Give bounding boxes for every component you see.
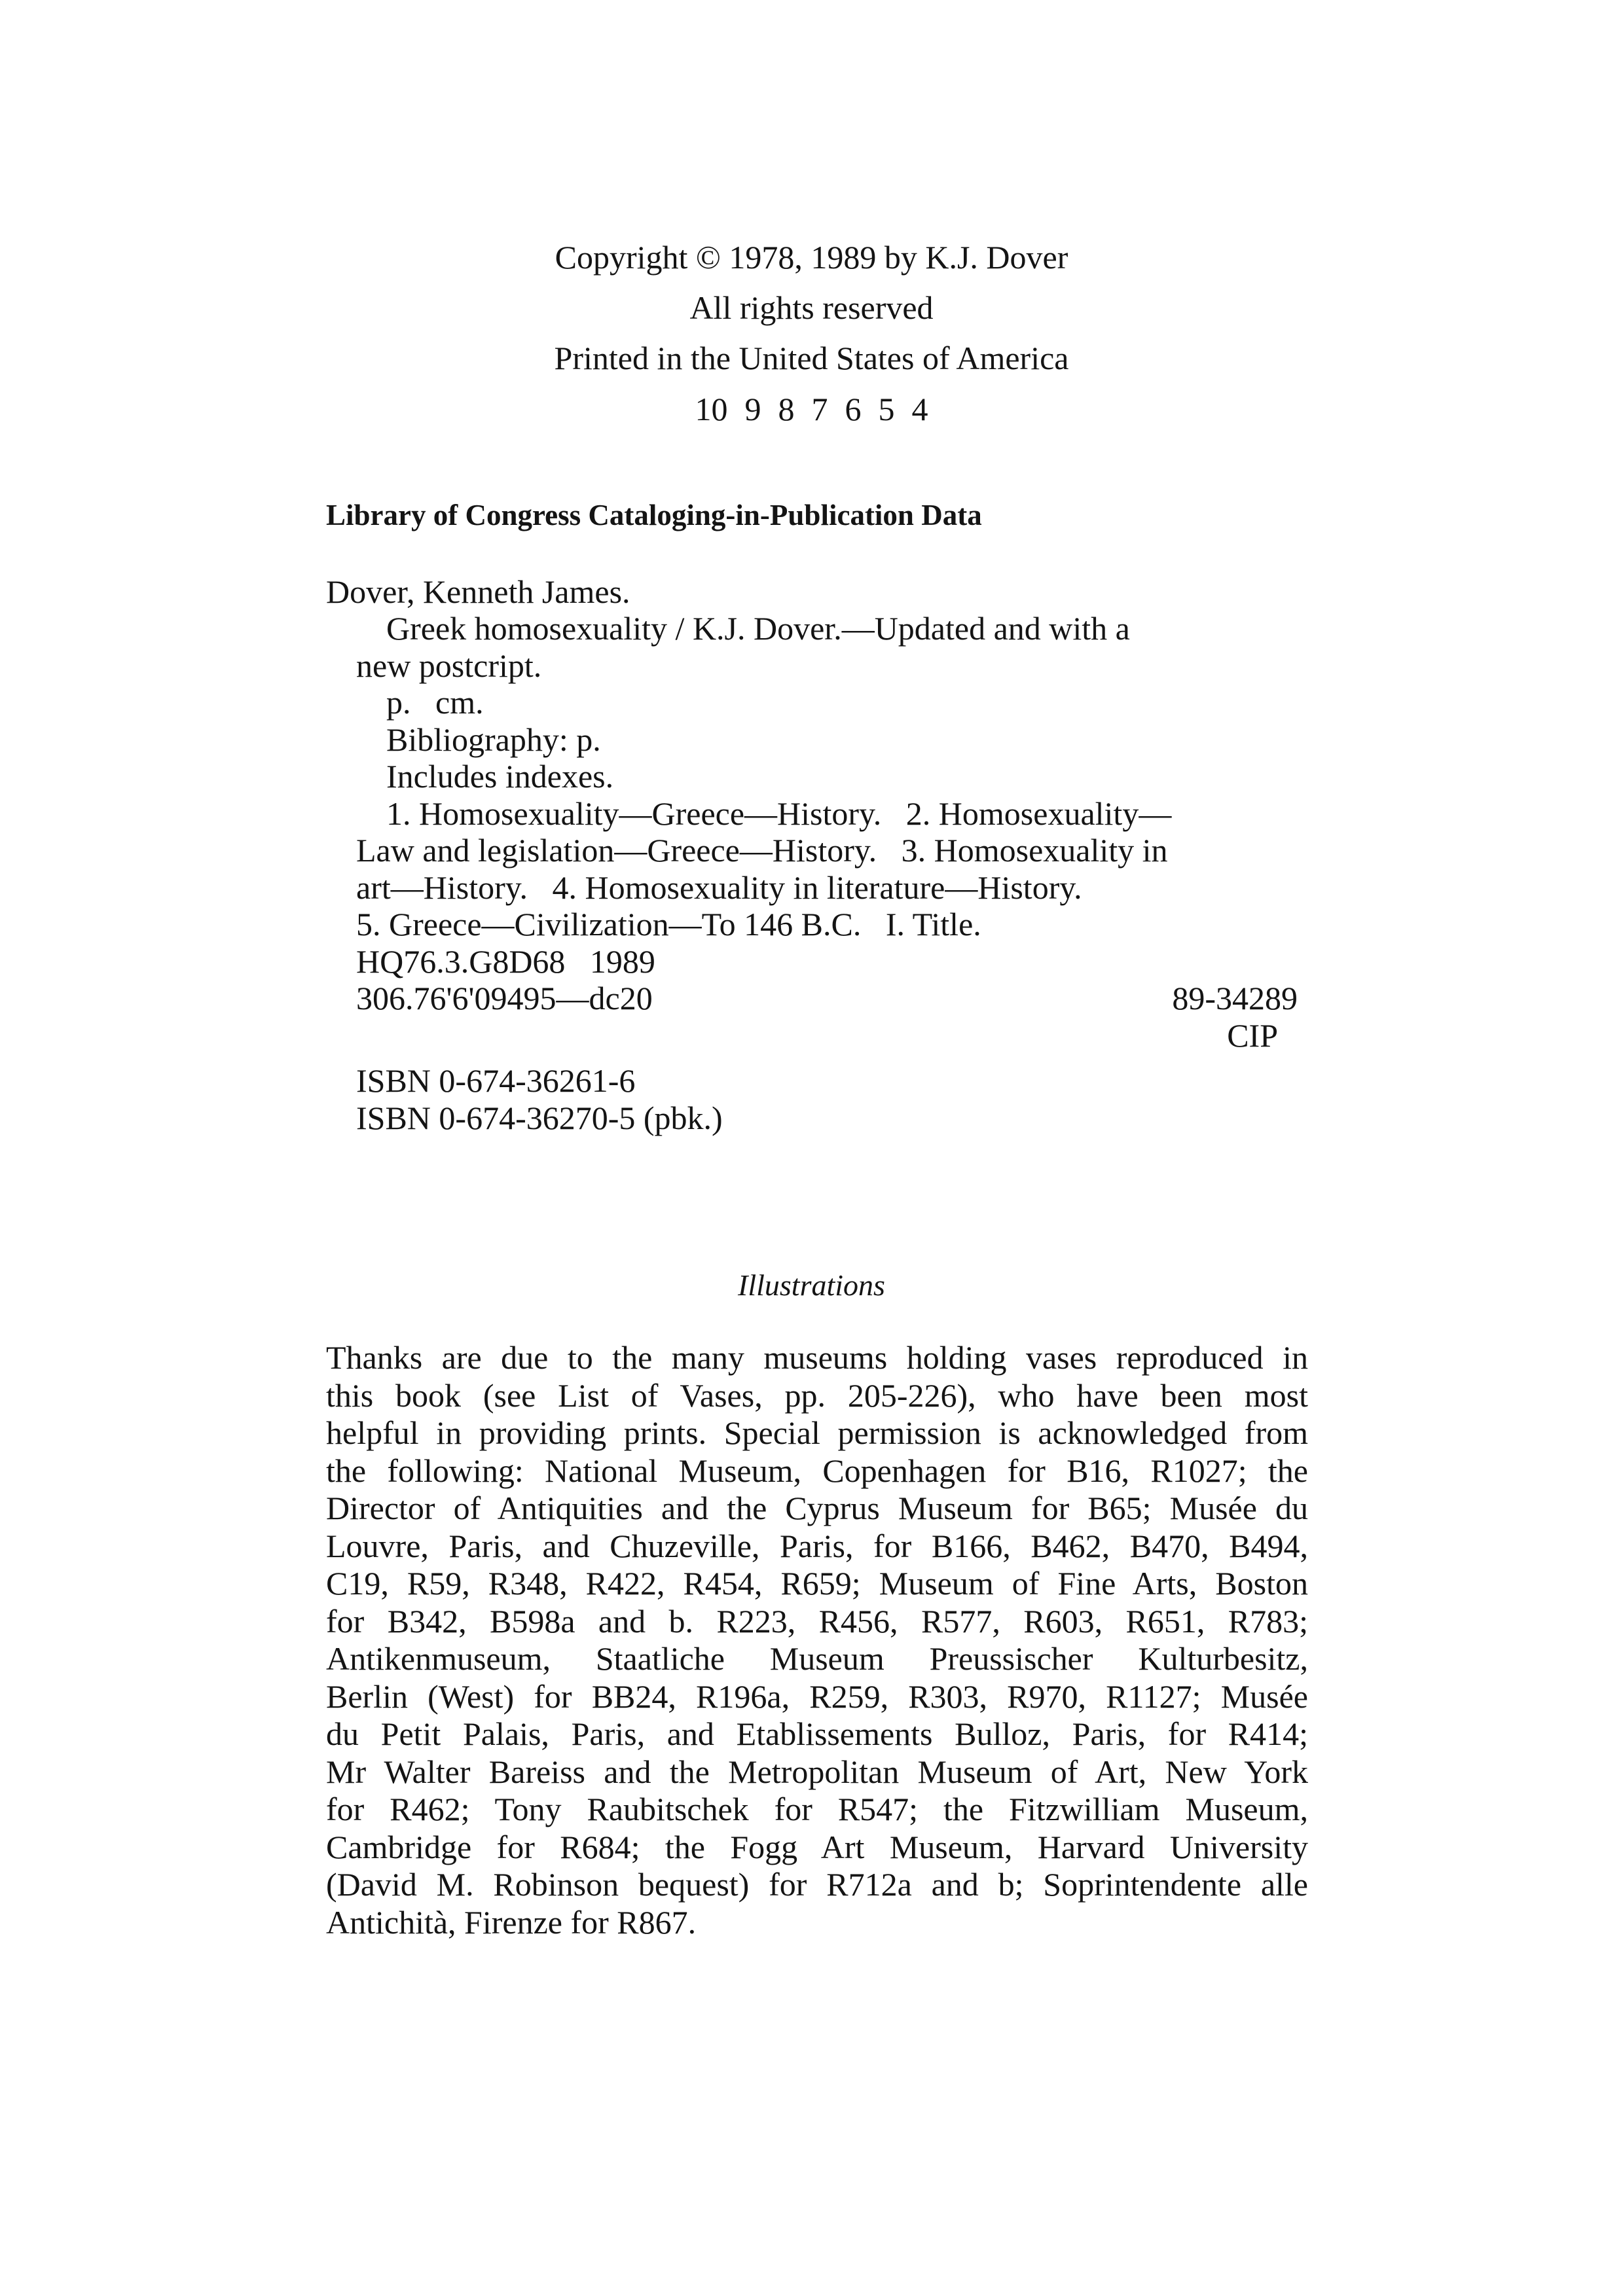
cip-title-line: Greek homosexuality / K.J. Dover.—Updated and with a [386, 610, 1130, 647]
paragraph-line: Thanks are due to the many museums holding vases reproduced in [326, 1339, 1308, 1376]
cip-subjects-line: 5. Greece—Civilization—To 146 B.C. I. Title. [356, 906, 981, 942]
copyright-line: Copyright © 1978, 1989 by K.J. Dover [555, 239, 1068, 276]
cip-label: CIP [1227, 1017, 1278, 1054]
cip-subjects-line: Law and legislation—Greece—History. 3. Homosexuality in [356, 832, 1168, 869]
cip-subjects-line: 1. Homosexuality—Greece—History. 2. Homosexuality— [386, 795, 1172, 832]
paragraph-line: Director of Antiquities and the Cyprus Museum for B65; Musée du [326, 1490, 1308, 1526]
printing-number: 5 [878, 391, 895, 427]
printing-number: 7 [811, 391, 828, 427]
cip-subjects-line: art—History. 4. Homosexuality in literature—History. [356, 869, 1082, 906]
isbn-cloth-line: ISBN 0-674-36261-6 [356, 1062, 636, 1099]
paragraph-line: Cambridge for R684; the Fogg Art Museum, Harvard University [326, 1828, 1308, 1865]
printing-number: 9 [744, 391, 761, 427]
printing-number: 10 [695, 391, 728, 427]
cip-title-continued-line: new postcript. [356, 647, 542, 684]
paragraph-line: this book (see List of Vases, pp. 205-226), who have been most [326, 1376, 1308, 1414]
printing-number-line [0, 390, 1623, 428]
printing-number: 4 [911, 391, 928, 427]
paragraph-line: C19, R59, R348, R422, R454, R659; Museum of Fine Arts, Boston [326, 1565, 1308, 1602]
paragraph-line: du Petit Palais, Paris, and Etablissements Bulloz, Paris, for R414; [326, 1715, 1308, 1752]
paragraph-line: Mr Walter Bareiss and the Metropolitan Museum of Art, New York [326, 1753, 1308, 1790]
printing-number: 8 [778, 391, 795, 427]
paragraph-line: Antichità, Firenze for R867. [326, 1903, 697, 1941]
cip-heading: Library of Congress Cataloging-in-Publication Data [326, 499, 982, 531]
paragraph-line: Antikenmuseum, Staatliche Museum Preussischer Kulturbesitz, [326, 1640, 1308, 1677]
paragraph-line: the following: National Museum, Copenhagen for B16, R1027; the [326, 1452, 1308, 1489]
paragraph-line: (David M. Robinson bequest) for R712a and b; Soprintendente alle [326, 1866, 1308, 1903]
paragraph-line: Berlin (West) for BB24, R196a, R259, R303, R970, R1127; Musée [326, 1677, 1308, 1715]
cip-call-number-line: HQ76.3.G8D68 1989 [356, 943, 655, 980]
illustrations-heading: Illustrations [738, 1268, 885, 1302]
rights-reserved-line: All rights reserved [689, 289, 934, 326]
cip-author-line: Dover, Kenneth James. [326, 573, 630, 610]
printing-number: 6 [845, 391, 862, 427]
paragraph-line: for B342, B598a and b. R223, R456, R577, R603, R651, R783; [326, 1602, 1308, 1640]
cip-physical-line: p. cm. [386, 684, 484, 721]
paragraph-line: helpful in providing prints. Special permission is acknowledged from [326, 1414, 1308, 1451]
illustrations-paragraph [326, 1339, 1308, 1941]
isbn-paperback-line: ISBN 0-674-36270-5 (pbk.) [356, 1100, 723, 1136]
cip-lc-number: 89-34289 [1172, 980, 1298, 1016]
paragraph-line: for R462; Tony Raubitschek for R547; the Fitzwilliam Museum, [326, 1791, 1308, 1827]
paragraph-line: Louvre, Paris, and Chuzeville, Paris, for B166, B462, B470, B494, [326, 1527, 1308, 1564]
printed-in-line: Printed in the United States of America [554, 340, 1069, 376]
cip-bibliography-line: Bibliography: p. [386, 721, 601, 758]
cip-dewey-line: 306.76'6'09495—dc20 [356, 980, 653, 1016]
cip-indexes-line: Includes indexes. [386, 758, 614, 795]
